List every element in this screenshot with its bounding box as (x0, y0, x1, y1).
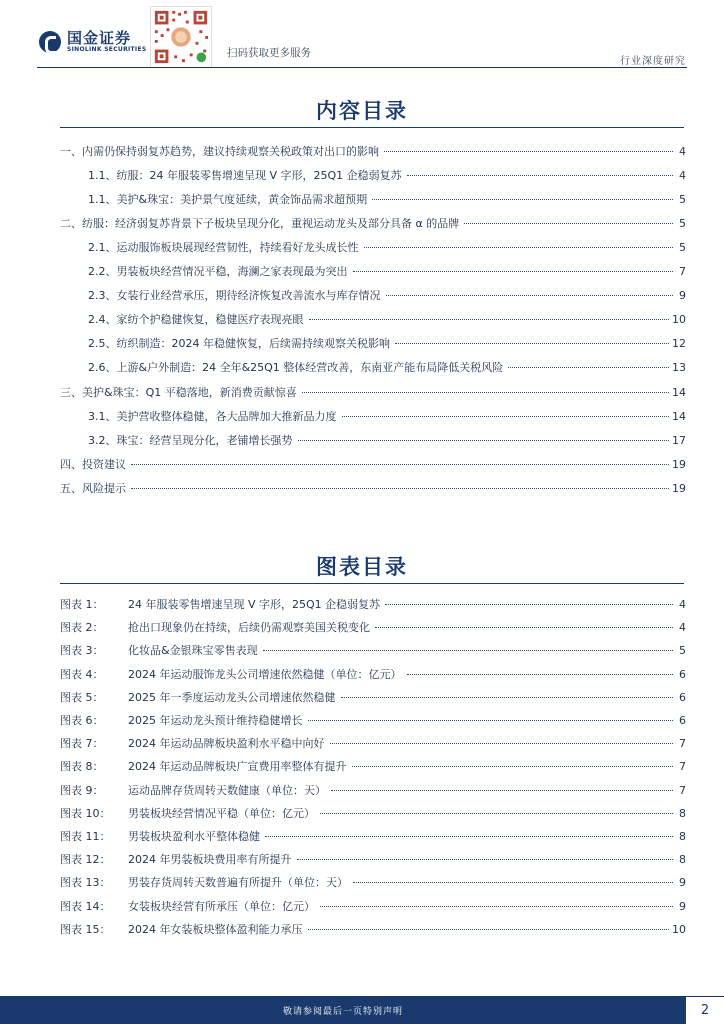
toc-entry-page: 9 (679, 900, 686, 913)
dot-leader (407, 674, 674, 675)
dot-leader (297, 859, 674, 860)
toc-entry[interactable] (88, 311, 686, 329)
figure-entry[interactable] (60, 851, 686, 869)
toc-entry[interactable] (88, 408, 686, 426)
figure-number: 图表 13： (60, 876, 111, 889)
figure-title: 2025 年一季度运动龙头公司增速依然稳健 (128, 691, 336, 704)
toc-entry-page: 14 (672, 386, 686, 399)
figure-entry[interactable] (60, 898, 686, 916)
figure-title: 运动品牌存货周转天数健康（单位：天） (128, 784, 326, 797)
figure-title: 男装板块盈利水平整体稳健 (128, 830, 260, 843)
dot-leader (263, 650, 673, 651)
page-header (0, 0, 724, 70)
figure-entry[interactable] (60, 712, 686, 730)
figure-entry[interactable] (60, 642, 686, 660)
company-logo (39, 30, 146, 54)
figure-title: 2025 年运动龙头预计维持稳健增长 (128, 714, 303, 727)
dot-leader (265, 836, 673, 837)
figure-label (60, 898, 317, 914)
logo-mark-icon (39, 31, 61, 53)
figure-number: 图表 8： (60, 760, 104, 773)
toc-entry-label: 四、投资建议 (60, 458, 126, 471)
figure-number: 图表 3： (60, 644, 104, 657)
toc-entry-label: 2.3、女装行业经营承压，期待经济恢复改善流水与库存情况 (88, 289, 381, 302)
figure-entry[interactable] (60, 758, 686, 776)
dot-leader (385, 604, 673, 605)
report-category: 行业深度研究 (620, 56, 686, 67)
toc-entry-label: 3.2、珠宝：经营呈现分化，老铺增长强势 (88, 434, 293, 447)
page-number: 2 (686, 996, 724, 1024)
toc-entry-page: 9 (679, 876, 686, 889)
toc-entry-label: 1.1、美护&珠宝：美护景气度延续，黄金饰品需求超预期 (88, 193, 368, 206)
figure-title: 女装板块经营有所承压（单位：亿元） (128, 900, 315, 913)
toc-entry-page: 10 (672, 923, 686, 936)
figure-number: 图表 2： (60, 621, 104, 634)
brand-name-cn: 国金证券 (67, 29, 132, 47)
figure-title: 2024 年女装板块整体盈利能力承压 (128, 923, 303, 936)
figure-entry[interactable] (60, 596, 686, 614)
dot-leader (364, 247, 674, 248)
toc-entry-page: 19 (672, 482, 686, 495)
toc-entry[interactable] (88, 432, 686, 450)
figure-label (60, 758, 349, 774)
toc-entry-page: 5 (679, 241, 686, 254)
dot-leader (341, 697, 674, 698)
figure-title: 2024 年运动服饰龙头公司增速依然稳健（单位：亿元） (128, 668, 402, 681)
toc-entry-label: 2.1、运动服饰板块展现经营韧性，持续看好龙头成长性 (88, 241, 359, 254)
figure-entry[interactable] (60, 805, 686, 823)
figure-title: 2024 年运动品牌板块盈利水平稳中向好 (128, 737, 325, 750)
figure-entry[interactable] (60, 782, 686, 800)
toc-entry[interactable] (88, 287, 686, 305)
dot-leader (331, 790, 673, 791)
figure-entry[interactable] (60, 921, 686, 939)
figure-label (60, 921, 305, 937)
toc-entry[interactable] (88, 335, 686, 353)
toc-entry-page: 8 (679, 807, 686, 820)
toc-entry-label: 五、风险提示 (60, 482, 126, 495)
figure-entry[interactable] (60, 689, 686, 707)
figure-number: 图表 10： (60, 807, 111, 820)
figure-title: 24 年服装零售增速呈现 V 字形，25Q1 企稳弱复苏 (128, 598, 381, 611)
figures-title-divider (60, 583, 684, 584)
figure-entry[interactable] (60, 735, 686, 753)
figure-label (60, 782, 328, 798)
toc-entry-page: 4 (679, 621, 686, 634)
figure-title: 男装板块经营情况平稳（单位：亿元） (128, 807, 315, 820)
toc-entry[interactable] (60, 480, 686, 498)
dot-leader (308, 929, 670, 930)
toc-entry-label: 一、内需仍保持弱复苏趋势，建议持续观察关税政策对出口的影响 (60, 145, 379, 158)
figure-label (60, 689, 338, 705)
toc-entry-page: 4 (679, 598, 686, 611)
toc-entry-page: 19 (672, 458, 686, 471)
qr-caption: 扫码获取更多服务 (227, 47, 311, 59)
figure-label (60, 596, 382, 612)
figure-label (60, 851, 294, 867)
toc-entry-label: 2.5、纺织制造：2024 年稳健恢复，后续需持续观察关税影响 (88, 337, 390, 350)
toc-entry[interactable] (88, 167, 686, 185)
dot-leader (372, 199, 673, 200)
figure-title: 抢出口现象仍在持续，后续仍需观察美国关税变化 (128, 621, 370, 634)
figure-title: 2024 年运动品牌板块广宣费用率整体有提升 (128, 760, 347, 773)
figure-entry[interactable] (60, 666, 686, 684)
footer-disclaimer: 敬请参阅最后一页特别声明 (282, 1007, 403, 1017)
toc-entry-page: 7 (679, 760, 686, 773)
toc-entry-page: 5 (679, 193, 686, 206)
toc-entry[interactable] (60, 384, 686, 402)
figure-number: 图表 12： (60, 853, 111, 866)
figures-title: 图表目录 (316, 555, 408, 579)
toc-entry-page: 13 (672, 361, 686, 374)
toc-entry-page: 4 (679, 145, 686, 158)
figure-number: 图表 9： (60, 784, 104, 797)
dot-leader (386, 295, 674, 296)
toc-entry-label: 1.1、纺服：24 年服装零售增速呈现 V 字形，25Q1 企稳弱复苏 (88, 169, 402, 182)
figure-entry[interactable] (60, 874, 686, 892)
figure-number: 图表 6： (60, 714, 104, 727)
toc-entry[interactable] (88, 263, 686, 281)
toc-entry-page: 14 (672, 410, 686, 423)
dot-leader (464, 223, 673, 224)
toc-entry-page: 8 (679, 853, 686, 866)
figure-number: 图表 7： (60, 737, 104, 750)
toc-entry-page: 12 (672, 337, 686, 350)
dot-leader (375, 627, 673, 628)
figure-entry[interactable] (60, 828, 686, 846)
toc-entry-page: 4 (679, 169, 686, 182)
toc-entry-page: 5 (679, 217, 686, 230)
toc-entry-page: 8 (679, 830, 686, 843)
toc-entry-label: 2.6、上游&户外制造：24 全年&25Q1 整体经营改善，东南亚产能布局降低关税风险 (88, 361, 504, 374)
dot-leader (353, 882, 673, 883)
toc-title-divider (60, 127, 684, 128)
brand-name-en: SINOLINK SECURITIES (67, 46, 147, 53)
toc-entry[interactable] (60, 143, 686, 161)
figure-title: 男装存货周转天数普遍有所提升（单位：天） (128, 876, 348, 889)
dot-leader (353, 271, 674, 272)
dot-leader (302, 392, 669, 393)
dot-leader (352, 766, 674, 767)
toc-entry-page: 6 (679, 714, 686, 727)
qr-code-icon[interactable] (150, 6, 212, 68)
toc-entry-page: 7 (679, 737, 686, 750)
dot-leader (342, 416, 670, 417)
dot-leader (131, 464, 669, 465)
dot-leader (298, 440, 670, 441)
toc-entry-page: 7 (679, 784, 686, 797)
toc-entry[interactable] (60, 215, 686, 233)
dot-leader (131, 488, 669, 489)
dot-leader (330, 743, 674, 744)
figure-title: 2024 年男装板块费用率有所提升 (128, 853, 292, 866)
figure-number: 图表 5： (60, 691, 104, 704)
dot-leader (309, 319, 670, 320)
dot-leader (384, 151, 673, 152)
figure-label (60, 642, 260, 658)
dot-leader (508, 367, 669, 368)
toc-entry-page: 6 (679, 691, 686, 704)
dot-leader (308, 720, 674, 721)
figure-entry[interactable] (60, 619, 686, 637)
toc-entry-page: 17 (672, 434, 686, 447)
figure-label (60, 735, 327, 751)
toc-entry[interactable] (88, 239, 686, 257)
dot-leader (320, 813, 673, 814)
figure-label (60, 619, 372, 635)
toc-entry-label: 3.1、美护营收整体稳健，各大品牌加大推新品力度 (88, 410, 337, 423)
figure-label (60, 805, 317, 821)
toc-entry-label: 2.2、男装板块经营情况平稳，海澜之家表现最为突出 (88, 265, 348, 278)
toc-entry[interactable] (88, 191, 686, 209)
figure-number: 图表 11： (60, 830, 111, 843)
dot-leader (395, 343, 669, 344)
toc-entry-page: 9 (679, 289, 686, 302)
toc-entry[interactable] (60, 456, 686, 474)
toc-entry[interactable] (88, 359, 686, 377)
figure-label (60, 874, 350, 890)
toc-entry-page: 6 (679, 668, 686, 681)
toc-entry-label: 三、美护&珠宝：Q1 平稳落地，新消费贡献惊喜 (60, 386, 297, 399)
figure-label (60, 712, 305, 728)
figure-number: 图表 4： (60, 668, 104, 681)
toc-entry-label: 2.4、家纺个护稳健恢复，稳健医疗表现亮眼 (88, 313, 304, 326)
toc-entry-page: 5 (679, 644, 686, 657)
header-divider (37, 67, 687, 68)
toc-title: 内容目录 (316, 99, 408, 123)
toc-entry-label: 二、纺服：经济弱复苏背景下子板块呈现分化，重视运动龙头及部分具备 α 的品牌 (60, 217, 460, 230)
figure-label (60, 828, 262, 844)
dot-leader (320, 906, 673, 907)
figure-number: 图表 1： (60, 598, 104, 611)
figure-number: 图表 15： (60, 923, 111, 936)
figure-label (60, 666, 404, 682)
figure-title: 化妆品&金银珠宝零售表现 (128, 644, 258, 657)
toc-entry-page: 10 (672, 313, 686, 326)
dot-leader (407, 175, 673, 176)
figure-number: 图表 14： (60, 900, 111, 913)
toc-entry-page: 7 (679, 265, 686, 278)
